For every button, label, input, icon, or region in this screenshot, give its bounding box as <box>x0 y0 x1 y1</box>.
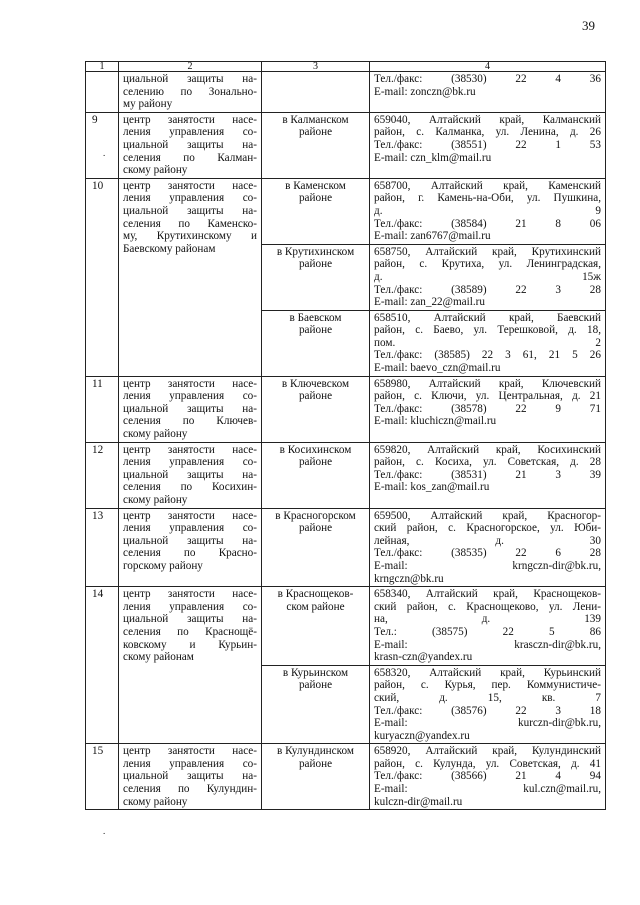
organization-line: ковскому и Курьин- <box>123 638 257 651</box>
organization-line: скому району <box>123 428 188 441</box>
district-line: в Баевском <box>289 311 342 324</box>
contact-info <box>370 310 606 376</box>
contact-line: район, с. Крутиха, ул. Ленинградская, <box>374 258 601 271</box>
organization-line: ления управления со- <box>123 126 257 139</box>
contact-line: 658320, Алтайский край, Курьинский <box>374 666 601 679</box>
organization-line: Баевскому районам <box>123 242 216 255</box>
contact-line: krngczn@bk.ru <box>374 572 444 585</box>
contact-line: E-mail: zan_22@mail.ru <box>374 296 485 309</box>
district-line: районе <box>298 522 333 535</box>
contact-info <box>370 665 606 744</box>
organization-line: центр занятости насе- <box>123 745 257 758</box>
table-row <box>86 442 606 508</box>
district-line: в Каменском <box>285 179 346 192</box>
contact-line: Тел./факс: (38566) 21 4 94 <box>374 770 601 783</box>
row-number: 15 <box>86 744 119 810</box>
contact-line: Тел./факс: (38535) 22 6 28 <box>374 547 601 560</box>
district-line: в Калманском <box>282 113 349 126</box>
organization-line: селения по Каменско- <box>123 217 257 230</box>
row-number: 14 <box>86 587 119 744</box>
district-line: в Косихинском <box>279 443 352 456</box>
organization-name <box>119 112 262 178</box>
organization-line: селения по Косихин- <box>123 481 257 494</box>
organization-line: му, Крутихинскому и <box>123 230 257 243</box>
organization-line: скому району <box>123 494 188 506</box>
organization-line: циальной защиты на- <box>123 468 257 481</box>
table-row <box>86 112 606 178</box>
organization-name <box>119 508 262 587</box>
district-name <box>262 442 370 508</box>
organization-line: селения по Красно- <box>123 547 257 560</box>
organization-name <box>119 442 262 508</box>
contact-line: 658920, Алтайский край, Кулундинский <box>374 745 601 758</box>
contact-line: Тел.: (38575) 22 5 86 <box>374 625 601 638</box>
contact-line: Тел./факс: (38530) 22 4 36 <box>374 73 601 85</box>
contact-line: E-mail: czn_klm@mail.ru <box>374 151 492 164</box>
contact-line: ский район, с. Краснощеково, ул. Лени- <box>374 600 601 613</box>
table-row <box>86 72 606 113</box>
contact-info <box>370 744 606 810</box>
contact-line: район, с. Курья, пер. Коммунистиче- <box>374 679 601 692</box>
stray-mark: . <box>103 826 106 836</box>
district-line: ском районе <box>286 600 345 613</box>
row-number: 13 <box>86 508 119 587</box>
district-line: районе <box>298 192 333 205</box>
district-line: в Курьинском <box>282 666 349 679</box>
district-line: в Краснощеков- <box>277 588 354 601</box>
contact-line: Тел./факс: (38584) 21 8 06 <box>374 217 601 230</box>
organization-line: центр занятости насе- <box>123 443 257 456</box>
contact-line: E-mail: baevo_czn@mail.ru <box>374 362 501 375</box>
organization-line: скому району <box>123 795 188 808</box>
district-name <box>262 508 370 587</box>
organization-name <box>119 376 262 442</box>
table-row <box>86 508 606 587</box>
contact-line: Тел./факс: (38576) 22 3 18 <box>374 704 601 717</box>
district-line: районе <box>298 324 333 337</box>
organization-line: циальной защиты на- <box>123 402 257 415</box>
district-line: районе <box>298 390 333 403</box>
organization-line: му району <box>123 98 173 111</box>
header-cell: 4 <box>370 62 606 72</box>
district-name <box>262 244 370 310</box>
organization-line: центр занятости насе- <box>123 179 257 192</box>
district-name <box>262 178 370 244</box>
district-line: в Красногорском <box>275 509 356 522</box>
contact-line: E-mail: zonczn@bk.ru <box>374 85 476 98</box>
organization-line: ления управления со- <box>123 522 257 535</box>
stray-mark: . <box>103 148 106 158</box>
organization-line: ления управления со- <box>123 390 257 403</box>
organization-name <box>119 744 262 810</box>
contact-line: E-mail: kurczn-dir@bk.ru, <box>374 717 601 730</box>
organization-line: скому районам <box>123 651 194 664</box>
district-name <box>262 665 370 744</box>
district-line: районе <box>298 126 333 139</box>
contact-info <box>370 178 606 244</box>
organization-line: центр занятости насе- <box>123 113 257 126</box>
contact-line: район, с. Кулунда, ул. Советская, д. 41 <box>374 757 601 770</box>
contact-line: Тел./факс: (38585) 22 3 61, 21 5 26 <box>374 349 601 362</box>
contact-info <box>370 442 606 508</box>
organization-name <box>119 72 262 113</box>
contact-line: пом. 2 <box>374 336 601 349</box>
district-name <box>262 72 370 113</box>
organization-line: ления управления со- <box>123 600 257 613</box>
organization-line: центр занятости насе- <box>123 588 257 601</box>
contact-line: район, с. Баево, ул. Терешковой, д. 18, <box>374 324 601 337</box>
employment-centers-table <box>85 61 606 810</box>
contact-line: kuryaczn@yandex.ru <box>374 729 470 742</box>
district-line: в Крутихинском <box>276 245 355 258</box>
contact-info <box>370 508 606 587</box>
contact-line: район, с. Калманка, ул. Ленина, д. 26 <box>374 126 601 139</box>
row-number: 10 <box>86 178 119 376</box>
district-line: районе <box>298 258 333 271</box>
contact-line: район, с. Ключи, ул. Центральная, д. 21 <box>374 390 601 403</box>
table-row <box>86 376 606 442</box>
contact-line: krasn-czn@yandex.ru <box>374 651 473 664</box>
district-line: в Кулундинском <box>277 745 354 758</box>
header-cell: 1 <box>86 62 119 72</box>
organization-line: циальной защиты на- <box>123 204 257 217</box>
contact-line: 658700, Алтайский край, Каменский <box>374 179 601 192</box>
contact-line: на, д. 139 <box>374 613 601 626</box>
table-row <box>86 744 606 810</box>
row-number <box>86 72 119 113</box>
contact-line: Тел./факс: (38589) 22 3 28 <box>374 283 601 296</box>
organization-line: горскому району <box>123 559 203 572</box>
row-number: 12 <box>86 442 119 508</box>
organization-line: селению по Зонально- <box>123 85 257 98</box>
organization-line: центр занятости насе- <box>123 377 257 390</box>
contact-line: 658340, Алтайский край, Краснощеков- <box>374 588 601 601</box>
organization-line: центр занятости насе- <box>123 509 257 522</box>
contact-line: район, с. Косиха, ул. Советская, д. 28 <box>374 456 601 469</box>
contact-line: E-mail: krngczn-dir@bk.ru, <box>374 559 601 572</box>
contact-line: 659820, Алтайский край, Косихинский <box>374 443 601 456</box>
organization-name <box>119 178 262 376</box>
district-name <box>262 112 370 178</box>
contact-info <box>370 244 606 310</box>
table-row <box>86 587 606 666</box>
organization-line: селения по Краснощё- <box>123 625 257 638</box>
contact-line: kulczn-dir@mail.ru <box>374 795 463 808</box>
contact-info <box>370 587 606 666</box>
district-line: районе <box>298 679 333 692</box>
contact-line: E-mail: kos_zan@mail.ru <box>374 481 490 494</box>
district-line: районе <box>298 757 333 770</box>
organization-line: селения по Кулундин- <box>123 783 257 796</box>
contact-line: лейная, д. 30 <box>374 534 601 547</box>
organization-line: ления управления со- <box>123 456 257 469</box>
contact-line: Тел./факс: (38578) 22 9 71 <box>374 402 601 415</box>
district-name <box>262 310 370 376</box>
organization-line: циальной защиты на- <box>123 770 257 783</box>
contact-line: 658750, Алтайский край, Крутихинский <box>374 245 601 258</box>
organization-line: ления управления со- <box>123 757 257 770</box>
contact-line: E-mail: kul.czn@mail.ru, <box>374 783 601 796</box>
contact-line: E-mail: zan6767@mail.ru <box>374 230 491 243</box>
organization-line: селения по Ключев- <box>123 415 257 428</box>
district-line: в Ключевском <box>281 377 350 390</box>
row-number: 9 <box>86 112 119 178</box>
contact-line: Тел./факс: (38551) 22 1 53 <box>374 138 601 151</box>
contact-line: ский, д. 15, кв. 7 <box>374 691 601 704</box>
contact-info <box>370 112 606 178</box>
district-name <box>262 587 370 666</box>
district-line: районе <box>298 456 333 469</box>
contact-line: д. 15ж <box>374 270 601 283</box>
contact-info <box>370 376 606 442</box>
contact-line: 658980, Алтайский край, Ключевский <box>374 377 601 390</box>
organization-line: циальной защиты на- <box>123 534 257 547</box>
header-cell: 3 <box>262 62 370 72</box>
contact-line: Тел./факс: (38531) 21 3 39 <box>374 468 601 481</box>
contact-line: E-mail: kluchiczn@mail.ru <box>374 415 497 428</box>
organization-line: циальной защиты на- <box>123 613 257 626</box>
contact-line: район, г. Камень-на-Оби, ул. Пушкина, <box>374 192 601 205</box>
table-header-row <box>86 62 606 72</box>
district-name <box>262 376 370 442</box>
district-name <box>262 744 370 810</box>
page-number: 39 <box>582 18 595 33</box>
contact-line: 659040, Алтайский край, Калманский <box>374 113 601 126</box>
organization-line: скому району <box>123 164 188 177</box>
organization-line: ления управления со- <box>123 192 257 205</box>
contact-line: 658510, Алтайский край, Баевский <box>374 311 601 324</box>
row-number: 11 <box>86 376 119 442</box>
contact-line: ский район, с. Красногорское, ул. Юби- <box>374 522 601 535</box>
header-cell: 2 <box>119 62 262 72</box>
contact-line: E-mail: krasczn-dir@bk.ru, <box>374 638 601 651</box>
organization-line: циальной защиты на- <box>123 73 257 85</box>
organization-line: циальной защиты на- <box>123 138 257 151</box>
table-row <box>86 178 606 244</box>
organization-line: селения по Калман- <box>123 151 257 164</box>
contact-info <box>370 72 606 113</box>
contact-line: д. 9 <box>374 204 601 217</box>
organization-name <box>119 587 262 744</box>
contact-line: 659500, Алтайский край, Красногор- <box>374 509 601 522</box>
